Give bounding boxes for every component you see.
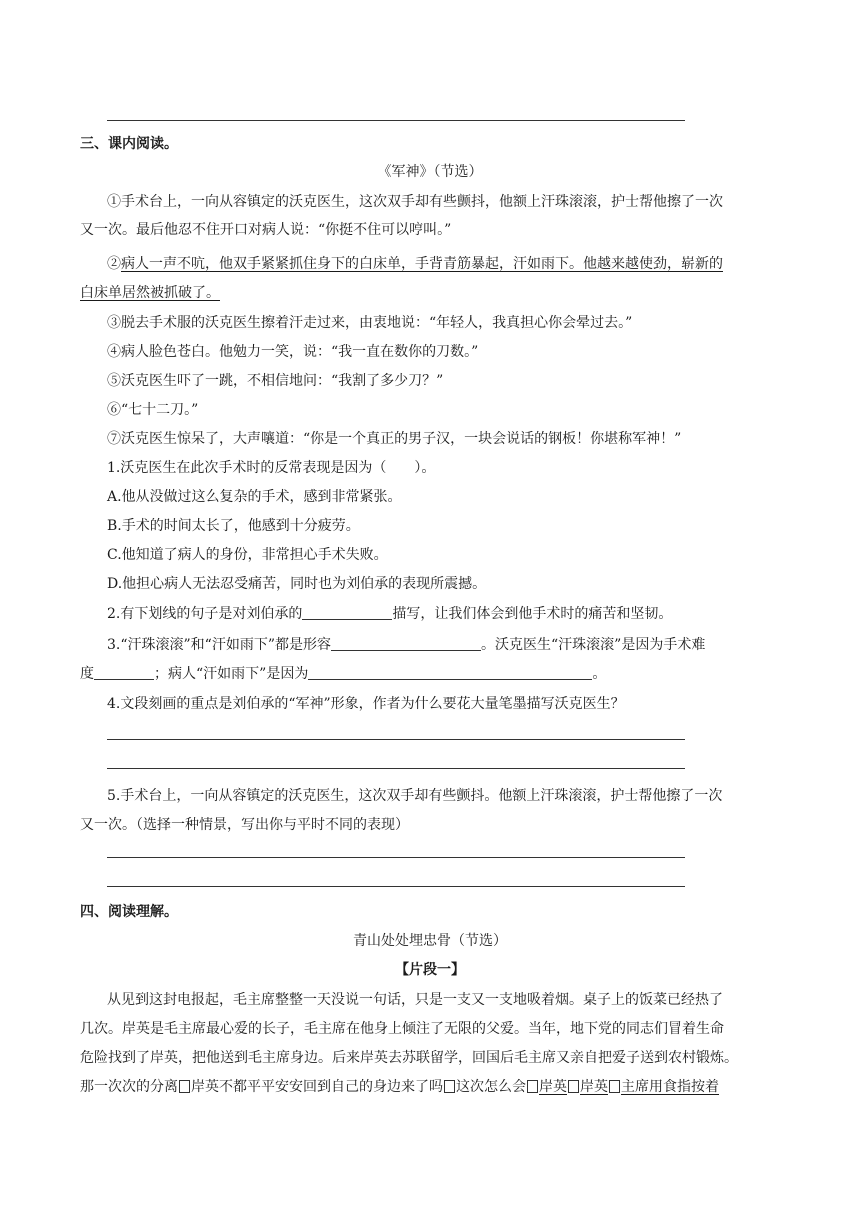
punctuation-blank-box[interactable] [444, 1080, 455, 1093]
paragraph-7: ⑦沃克医生惊呆了，大声嚷道：“你是一个真正的男子汉，一块会说话的钢板！你堪称军神！” [107, 431, 682, 447]
passage-text: 这次怎么会 [456, 1079, 526, 1095]
paragraph-6: ⑥“七十二刀。” [107, 402, 199, 418]
answer-line[interactable] [107, 857, 685, 858]
passage-2-line-3: 危险找到了岸英，把他送到毛主席身边。后来岸英去苏联留学，回国后毛主席又亲自把爱子送到农村锻炼。 [80, 1050, 738, 1066]
question-2-text-a: 2.有下划线的句子是对刘伯承的 [107, 606, 303, 622]
answer-blank[interactable] [94, 665, 154, 680]
section-3-heading: 三、课内阅读。 [80, 136, 178, 152]
paragraph-3: ③脱去手术服的沃克医生擦着汗走过来，由衷地说：“年轻人，我真担心你会晕过去。” [107, 315, 633, 331]
question-1-option-c: C.他知道了病人的身份，非常担心手术失败。 [107, 547, 388, 563]
question-1-option-a: A.他从没做过这么复杂的手术，感到非常紧张。 [107, 489, 402, 505]
answer-line [107, 120, 685, 121]
question-5-line-1: 5.手术台上，一向从容镇定的沃克医生，这次双手却有些颤抖。他额上汗珠滚滚，护士帮他擦了一次 [107, 788, 723, 804]
underlined-sentence: 病人一声不吭，他双手紧紧抓住身下的白床单，手背青筋暴起，汗如雨下。他越来越使劲，崭新的 [121, 256, 723, 272]
punctuation-blank-box[interactable] [609, 1080, 620, 1093]
passage-2-line-2: 几次。岸英是毛主席最心爱的长子，毛主席在他身上倾注了无限的父爱。当年，地下党的同志们冒着生命 [80, 1021, 724, 1037]
question-3-text-e: 。 [592, 666, 607, 682]
question-3-line-1 [107, 635, 807, 655]
question-4: 4.文段刻画的重点是刘伯承的“军神”形象，作者为什么要花大量笔墨描写沃克医生？ [107, 696, 625, 712]
underlined-text: 岸英 [580, 1079, 608, 1095]
question-2-text-b: 描写，让我们体会到他手术时的痛苦和坚韧。 [392, 606, 673, 622]
passage-title-2: 青山处处埋忠骨（节选） [353, 933, 507, 949]
question-3-line-2 [80, 664, 780, 684]
paragraph-2-line-2 [80, 283, 780, 303]
underlined-text: 主席用食指按着 [621, 1079, 719, 1095]
answer-line[interactable] [107, 739, 685, 740]
paragraph-1-line-1: ①手术台上，一向从容镇定的沃克医生，这次双手却有些颤抖，他额上汗珠滚滚，护士帮他擦了一次 [107, 194, 723, 210]
answer-line[interactable] [107, 886, 685, 887]
answer-blank[interactable] [331, 636, 481, 651]
punctuation-blank-box[interactable] [527, 1080, 538, 1093]
fragment-label: 【片段一】 [395, 962, 465, 978]
paragraph-4: ④病人脸色苍白。他勉力一笑，说：“我一直在数你的刀数。” [107, 344, 479, 360]
answer-blank[interactable] [302, 605, 392, 620]
question-3-text-a: 3.“汗珠滚滚”和“汗如雨下”都是形容 [107, 637, 331, 653]
question-1: 1.沃克医生在此次手术时的反常表现是因为（ ）。 [107, 460, 436, 476]
question-3-text-c: 度 [80, 666, 94, 682]
question-3-text-d: ；病人“汗如雨下”是因为 [154, 666, 309, 682]
punctuation-blank-box[interactable] [568, 1080, 579, 1093]
section-4-heading: 四、阅读理解。 [80, 904, 178, 920]
question-1-option-b: B.手术的时间太长了，他感到十分疲劳。 [107, 518, 360, 534]
question-5-line-2: 又一次。（选择一种情景，写出你与平时不同的表现） [80, 817, 409, 833]
passage-text: 岸英不都平平安安回到自己的身边来了吗 [191, 1079, 443, 1095]
paragraph-2-line-1 [107, 254, 807, 274]
passage-2-line-4 [80, 1077, 780, 1097]
paragraph-2-number: ② [107, 256, 121, 272]
question-1-option-d: D.他担心病人无法忍受痛苦，同时也为刘伯承的表现所震撼。 [107, 576, 487, 592]
question-3-text-b: 。沃克医生“汗珠滚滚”是因为手术难 [481, 637, 706, 653]
passage-2-line-1: 从见到这封电报起，毛主席整整一天没说一句话，只是一支又一支地吸着烟。桌子上的饭菜已经热了 [107, 992, 723, 1008]
answer-line[interactable] [107, 768, 685, 769]
question-2 [107, 604, 807, 624]
passage-text: 那一次次的分离 [80, 1079, 178, 1095]
underlined-text: 岸英 [539, 1079, 567, 1095]
underlined-sentence-end: 白床单居然被抓破了。 [80, 285, 220, 301]
answer-blank[interactable] [308, 665, 592, 680]
paragraph-1-line-2: 又一次。最后他忍不住开口对病人说：“你挺不住可以哼叫。” [80, 222, 452, 238]
paragraph-5: ⑤沃克医生吓了一跳，不相信地问：“我割了多少刀？” [107, 373, 444, 389]
passage-title: 《军神》（节选） [377, 164, 483, 180]
punctuation-blank-box[interactable] [179, 1080, 190, 1093]
